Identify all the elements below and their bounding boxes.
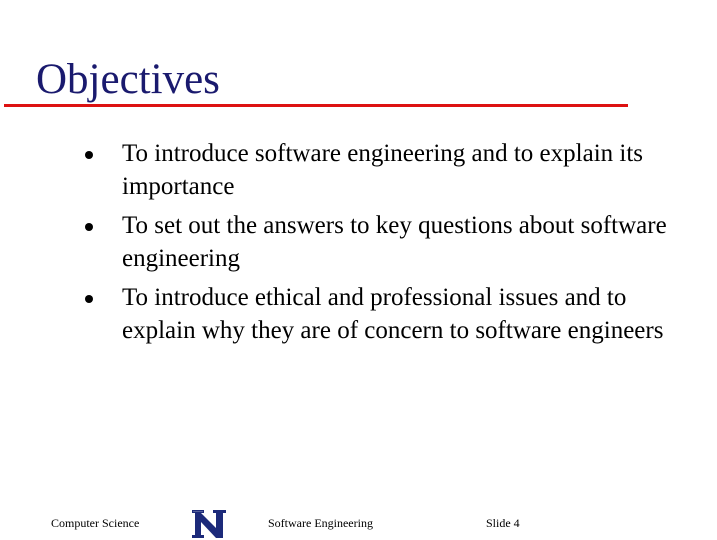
bullet-icon — [85, 223, 93, 231]
bullet-icon — [85, 295, 93, 303]
bullet-list — [0, 137, 717, 353]
list-item — [0, 137, 717, 203]
bullet-icon — [85, 151, 93, 159]
list-item — [0, 209, 717, 275]
list-item — [0, 281, 717, 347]
footer-department: Computer Science — [51, 516, 140, 530]
slide-title: Objectives — [36, 56, 220, 103]
footer-course: Software Engineering — [268, 516, 373, 530]
bullet-text: To set out the answers to key questions about software engineering — [122, 212, 667, 272]
bullet-text: To introduce ethical and professional issues and to explain why they are of concern to software engineers — [122, 284, 664, 344]
footer-slide-number: Slide 4 — [486, 516, 520, 530]
bullet-text: To introduce software engineering and to explain its importance — [122, 140, 644, 200]
block-n-logo-icon — [192, 510, 228, 538]
title-underline — [4, 104, 628, 107]
